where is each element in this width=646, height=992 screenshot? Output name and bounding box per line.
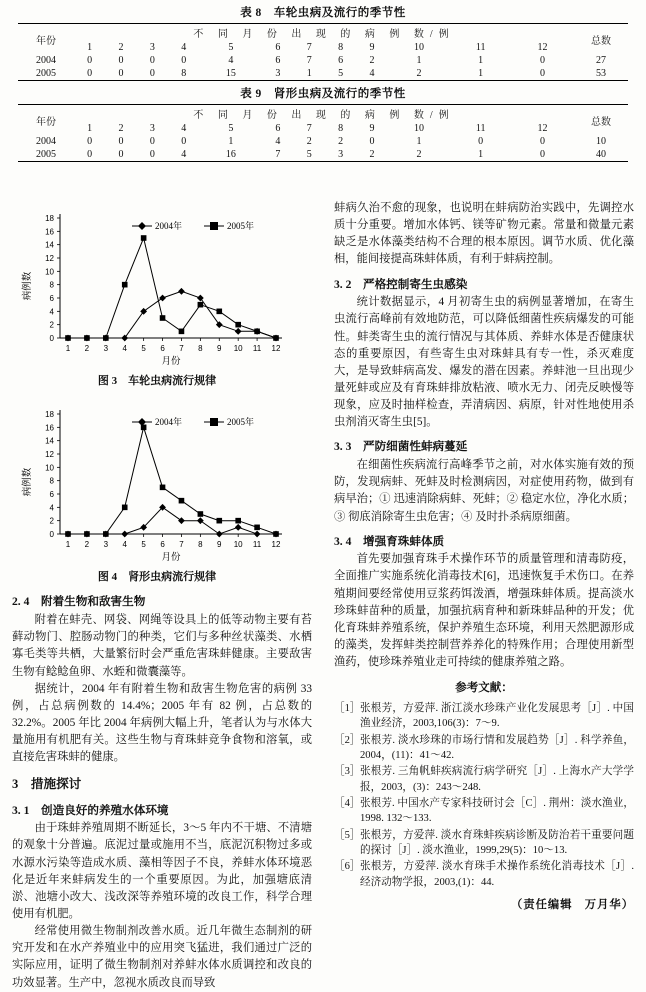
svg-text:10: 10 — [233, 539, 243, 549]
table8-r2-c2: 0 — [105, 67, 136, 81]
table9-r1-c1: 0 — [87, 136, 93, 147]
editor-signoff: （责任编辑 万月华） — [511, 899, 634, 912]
table8-month-12: 12 — [537, 42, 548, 53]
section-3-3-para-1: 在细菌性疾病流行高峰季节之前，对水体实施有效的预防，发现病蚌、死蚌及时检测病因，对症使用药物，做到有病早治；① 迅速消除病蚌、死蚌；② 稳定水位，净化水质；③ 彻底消除寄生虫危害；④ 及时扑杀病原细菌。 — [334, 459, 634, 523]
figure-4 — [12, 398, 302, 586]
table8-r1-c12: 0 — [539, 55, 545, 66]
svg-text:6: 6 — [49, 489, 54, 499]
table8-span-header: 不 同 月 份 出 现 的 病 例 数/例 — [74, 24, 574, 42]
table9-r2-c12: 0 — [511, 148, 574, 162]
table8-month-2: 2 — [118, 42, 124, 53]
table8-month-11: 11 — [475, 42, 486, 53]
svg-text:2: 2 — [84, 344, 90, 353]
table9-r2-c7: 5 — [294, 148, 325, 162]
table8-month-4: 4 — [181, 42, 187, 53]
figure-3-chart — [12, 202, 302, 372]
reference-item — [334, 701, 634, 732]
reference-item — [334, 764, 634, 795]
table9-month-6: 6 — [275, 123, 281, 134]
table8-r2-total: 53 — [574, 67, 628, 81]
table9-r1-total: 10 — [596, 136, 606, 147]
table8-r2-c3: 0 — [137, 67, 168, 81]
svg-text:1: 1 — [65, 539, 71, 549]
table8-r1-c3: 0 — [149, 55, 155, 66]
table9-month-8: 8 — [338, 123, 344, 134]
table9-month-2: 2 — [118, 123, 124, 134]
reference-item — [334, 828, 634, 859]
svg-text:11: 11 — [252, 344, 262, 353]
section-3-1-para-1: 由于珠蚌养殖周期不断延长，3～5 年内不干塘、不清塘的观象十分普遍。底泥过量或施用不当，底泥沉积物过多或水源水污染等造成水质、藻相等因子不良，养蚌水体环境恶化是近年来蚌病发生的一个重要原因。为此，加强塘底清淤、池塘小改大、浅改深等养殖环境的改良工作，科学合理使用有机肥。 — [12, 822, 312, 920]
svg-text:2: 2 — [84, 539, 90, 549]
svg-text:4: 4 — [49, 503, 54, 513]
svg-text:10: 10 — [233, 344, 243, 353]
table8-r2-year: 2005 — [18, 67, 74, 81]
figure-3-ylabel: 病例数 — [23, 271, 33, 301]
table9-r2-c6: 7 — [262, 148, 293, 162]
table8-r2-c1: 0 — [74, 67, 105, 81]
table9-month-11: 11 — [475, 123, 486, 134]
table9-header-row-2 — [18, 122, 628, 135]
reference-number: ［6］ — [334, 861, 361, 873]
references-heading: 参考文献： — [455, 682, 513, 695]
section-3-4-para-1: 首先要加强育珠手术操作环节的质量管理和清毒防疫，全面推广实施系统化消毒技术[6]，迅速恢复手术伤口。在养殖期间要经常使用豆浆药饵泼酒，增强珠蚌体质。提高淡水珍珠蚌苗种的质量，加强抗病育种和新珠蚌品种的开发；优化育珠蚌养殖系统，保护养殖生态环境，利用天然肥源形成的藻类，发挥蚌类控制营养养化的特殊作用；合理使用新型渔药，使珍珠养殖业走可持续的健康养殖之路。 — [334, 553, 634, 669]
table8-r1-c4: 0 — [181, 55, 187, 66]
table9-r1-c3: 0 — [149, 136, 155, 147]
svg-text:0: 0 — [49, 529, 54, 539]
reference-number: ［3］ — [334, 766, 361, 778]
section-3-4-heading: 3. 4 增强育珠蚌体质 — [334, 534, 445, 548]
reference-number: ［2］ — [334, 734, 361, 746]
table9-r2-c11: 1 — [450, 148, 511, 162]
svg-text:12: 12 — [45, 449, 54, 459]
table9-month-12: 12 — [537, 123, 548, 134]
reference-text: 张根芳，方爱萍. 淡水育珠蚌疾病诊断及防治若干重要问题的探讨［J］. 淡水渔业，1999,29(5)：10～13. — [360, 829, 634, 857]
table9-total-header: 总数 — [574, 105, 628, 136]
reference-text: 张根芳，方爱萍. 浙江淡水珍珠产业化发展思考［J］. 中国渔业经济，2003,106(3)：7～9. — [360, 702, 634, 730]
svg-text:14: 14 — [45, 436, 54, 446]
figure-4-legend-2004: 2004年 — [155, 416, 183, 427]
right-continued-para: 蚌病久治不愈的现象，也说明在蚌病防治实践中，先调控水质十分重要。增加水体钙、镁等矿物元素。常量和微量元素缺乏是水体藻类结构不合理的根本原因。调节水质、优化藻相，能间接提高珠蚌体质，有利于蚌病控制。 — [334, 202, 634, 266]
svg-text:16: 16 — [45, 227, 54, 237]
table8-title: 表 8 车轮虫病及流行的季节性 — [240, 7, 406, 19]
table8-r1-c6: 6 — [275, 55, 281, 66]
svg-text:10: 10 — [45, 267, 54, 277]
table8-r1-c10: 1 — [416, 55, 422, 66]
table9-span-header: 不 同 月 份 出 现 的 病 例 数/例 — [74, 105, 574, 123]
svg-text:9: 9 — [217, 344, 222, 353]
table8-month-1: 1 — [87, 42, 93, 53]
section-2-4-heading: 2. 4 附着生物和敌害生物 — [12, 595, 146, 609]
svg-text:8: 8 — [198, 344, 203, 353]
table9-month-7: 7 — [306, 123, 312, 134]
svg-text:3: 3 — [103, 539, 109, 549]
table8-r1-c9: 2 — [369, 55, 375, 66]
table9-month-4: 4 — [181, 123, 187, 134]
table-row — [18, 54, 628, 67]
table9-r2-year: 2005 — [18, 148, 74, 162]
section-2-4-para-2: 据统计，2004 年有附着生物和敌害生物危害的病例 33 例，占总病例数的 14.4%；2005 年有 82 例，占总数的 32.2%。2005 年比 2004 年病例大幅上升，笔者认为与水体大量施用有机肥有关。这些生物与育珠蚌竞争食物和溶氧，或直接危害珠蚌的健康。 — [12, 682, 312, 764]
table9-r2-c2: 0 — [105, 148, 136, 162]
table9-month-5: 5 — [228, 123, 234, 134]
svg-text:6: 6 — [160, 344, 165, 353]
svg-text:7: 7 — [179, 539, 184, 549]
table8-r1-total: 27 — [596, 55, 606, 66]
table9-month-10: 10 — [414, 123, 424, 134]
table8-r2-c8: 5 — [325, 67, 356, 81]
table9-r2-c5: 16 — [199, 148, 262, 162]
svg-text:12: 12 — [271, 539, 281, 549]
svg-text:5: 5 — [141, 344, 146, 353]
section-3-heading: 3 措施探讨 — [12, 777, 82, 792]
svg-text:18: 18 — [45, 409, 54, 419]
figure-3-caption: 图 3 车轮虫病流行规律 — [97, 375, 217, 387]
svg-text:4: 4 — [122, 344, 127, 353]
svg-text:12: 12 — [45, 254, 54, 263]
table8-r1-c1: 0 — [87, 55, 93, 66]
table8-r1-c8: 6 — [338, 55, 344, 66]
table9-r1-c9: 0 — [369, 136, 375, 147]
reference-item — [334, 859, 634, 890]
table8-r2-c7: 1 — [294, 67, 325, 81]
table9-r2-c8: 3 — [325, 148, 356, 162]
figure-4-caption: 图 4 肾形虫病流行规律 — [97, 570, 217, 583]
table9-year-header: 年份 — [18, 105, 74, 136]
table9-r1-c8: 2 — [338, 136, 344, 147]
section-2-4-para-1: 附着在蚌壳、网袋、网绳等设具上的低等动物主要有苔藓动物门、腔肠动物门的种类，它们与多种丝状藻类、水栖寡毛类等共栖，大量繁衍时会严重危害珠蚌健康。主要敌害生物有鲶鲶鱼卵、水蛭和微囊藻等。 — [12, 614, 312, 678]
table9-r2-c10: 2 — [388, 148, 451, 162]
table8-r2-c11: 1 — [450, 67, 511, 81]
section-3-1-para-2: 经常使用微生物制剂改善水质。近几年微生态制剂的研究开发和在水产养殖业中的应用突飞猛进，我们通过广泛的实际应用，证明了微生物制剂对养蚌水体水质调控和改良的功效显著。生产中，忽视水质改良而导致 — [12, 925, 312, 989]
table8-r1-c11: 1 — [478, 55, 484, 66]
svg-text:11: 11 — [252, 539, 262, 549]
section-3-1-heading: 3. 1 创造良好的养殖水体环境 — [12, 803, 169, 817]
section-3-2-para-1: 统计数据显示，4 月初寄生虫的病例显著增加，在寄生虫流行高峰前有效地防范，可以降低细菌性疾病爆发的可能性。蚌类寄生虫的流行情况与其体质、养蚌水体是否健康状态的重要原因，有些寄生虫对珠蚌具有专一性，杀灭难度大，是导致蚌病高发、爆发的潜在因素。养蚌池一旦出现少量死蚌或应及有育珠蚌排放粘液、喷水无力、闭壳反映慢等现象，应及时抽样检查，弄清病因、病原，针对性地使用杀虫剂消灭寄生虫[5]。 — [334, 296, 634, 429]
figure-4-legend-2005: 2005年 — [227, 416, 255, 427]
figure-4-chart — [12, 398, 302, 568]
table9-r1-c2: 0 — [118, 136, 124, 147]
svg-text:4: 4 — [49, 307, 54, 317]
figure-3 — [12, 202, 302, 390]
figure-4-ylabel: 病例数 — [23, 467, 33, 496]
reference-text: 张根芳. 三角帆蚌疾病流行病学研究［J］. 上海水产大学学报，2003，(3)：243～248. — [360, 766, 634, 793]
table8-total-header: 总数 — [574, 24, 628, 55]
table9-r1-c11: 0 — [478, 136, 484, 147]
table8-month-7: 7 — [306, 42, 312, 53]
reference-number: ［4］ — [334, 798, 361, 810]
svg-text:18: 18 — [45, 214, 54, 223]
table9-month-1: 1 — [87, 123, 93, 134]
svg-text:8: 8 — [198, 539, 203, 549]
svg-text:1: 1 — [65, 344, 71, 353]
table-row — [18, 148, 628, 162]
table-row — [18, 67, 628, 81]
table8-r1-c2: 0 — [118, 55, 124, 66]
table8 — [18, 23, 628, 81]
table9-r2-total: 40 — [574, 148, 628, 162]
svg-text:2: 2 — [49, 516, 54, 526]
table8-month-8: 8 — [338, 42, 344, 53]
table9-r1-c6: 4 — [275, 136, 281, 147]
table9-r2-c9: 2 — [356, 148, 387, 162]
table9-month-9: 9 — [369, 123, 375, 134]
table8-month-3: 3 — [149, 42, 155, 53]
svg-text:14: 14 — [45, 240, 54, 250]
reference-text: 张根芳. 中国水产专家科技研讨会［C］. 荆州：淡水渔业，1998. 132～133. — [360, 798, 634, 825]
table9-r1-year: 2004 — [36, 136, 56, 147]
figure-3-legend-2004: 2004年 — [155, 221, 183, 231]
reference-number: ［5］ — [334, 829, 361, 841]
svg-text:9: 9 — [217, 539, 222, 549]
table8-year-header: 年份 — [18, 24, 74, 55]
section-3-2-heading: 3. 2 严格控制寄生虫感染 — [334, 277, 468, 291]
table9-r1-c5: 1 — [228, 136, 234, 147]
reference-text: 张根芳. 淡水珍珠的市场行情和发展趋势［J］. 科学养鱼，2004，(11)：41～42. — [360, 734, 634, 761]
svg-text:2: 2 — [49, 320, 54, 330]
table9-r2-c1: 0 — [74, 148, 105, 162]
svg-text:6: 6 — [160, 539, 165, 549]
table8-month-5: 5 — [228, 42, 234, 53]
table8-header-row-1 — [18, 24, 628, 42]
table8-r2-c4: 8 — [168, 67, 199, 81]
table9 — [18, 104, 628, 162]
right-column — [334, 200, 634, 914]
section-3-3-heading: 3. 3 严防细菌性蚌病蔓延 — [334, 440, 468, 454]
table8-month-10: 10 — [414, 42, 424, 53]
svg-text:16: 16 — [45, 423, 54, 433]
svg-text:7: 7 — [179, 344, 184, 353]
figure-3-legend-2005: 2005年 — [227, 221, 255, 231]
svg-text:4: 4 — [122, 539, 127, 549]
table8-month-6: 6 — [275, 42, 281, 53]
svg-text:10: 10 — [45, 463, 54, 473]
table8-r2-c12: 0 — [511, 67, 574, 81]
paper-page — [0, 4, 646, 989]
table8-r2-c6: 3 — [262, 67, 293, 81]
table8-r2-c10: 2 — [388, 67, 451, 81]
reference-item — [334, 796, 634, 827]
table8-r1-c5: 4 — [228, 55, 234, 66]
figure-3-xlabel: 月份 — [161, 357, 181, 367]
svg-text:5: 5 — [141, 539, 146, 549]
svg-text:3: 3 — [103, 344, 109, 353]
table8-r2-c5: 15 — [199, 67, 262, 81]
table9-title: 表 9 肾形虫病及流行的季节性 — [240, 88, 406, 100]
table8-month-9: 9 — [369, 42, 375, 53]
reference-item — [334, 733, 634, 764]
table9-r2-c4: 4 — [168, 148, 199, 162]
svg-text:8: 8 — [49, 476, 54, 486]
table9-month-3: 3 — [149, 123, 155, 134]
reference-number: ［1］ — [334, 702, 361, 714]
table9-r1-c4: 0 — [181, 136, 187, 147]
table-row — [18, 135, 628, 148]
table8-header-row-2 — [18, 41, 628, 54]
table8-r1-c7: 7 — [306, 55, 312, 66]
svg-text:6: 6 — [49, 294, 54, 303]
svg-text:8: 8 — [49, 280, 54, 290]
figure-4-xlabel: 月份 — [161, 552, 181, 563]
table9-header-row-1 — [18, 105, 628, 123]
table9-r1-c7: 2 — [306, 136, 312, 147]
svg-text:12: 12 — [271, 344, 281, 353]
reference-text: 张根芳，方爱萍. 淡水育珠手术操作系统化消毒技术［J］. 经济动物学报，2003,(1)：44. — [360, 861, 634, 888]
table8-r2-c9: 4 — [356, 67, 387, 81]
table9-r1-c12: 0 — [539, 136, 545, 147]
table8-r1-year: 2004 — [36, 55, 56, 66]
table9-r1-c10: 1 — [416, 136, 422, 147]
table9-r2-c3: 0 — [137, 148, 168, 162]
left-column — [12, 200, 312, 992]
svg-text:0: 0 — [49, 334, 54, 343]
